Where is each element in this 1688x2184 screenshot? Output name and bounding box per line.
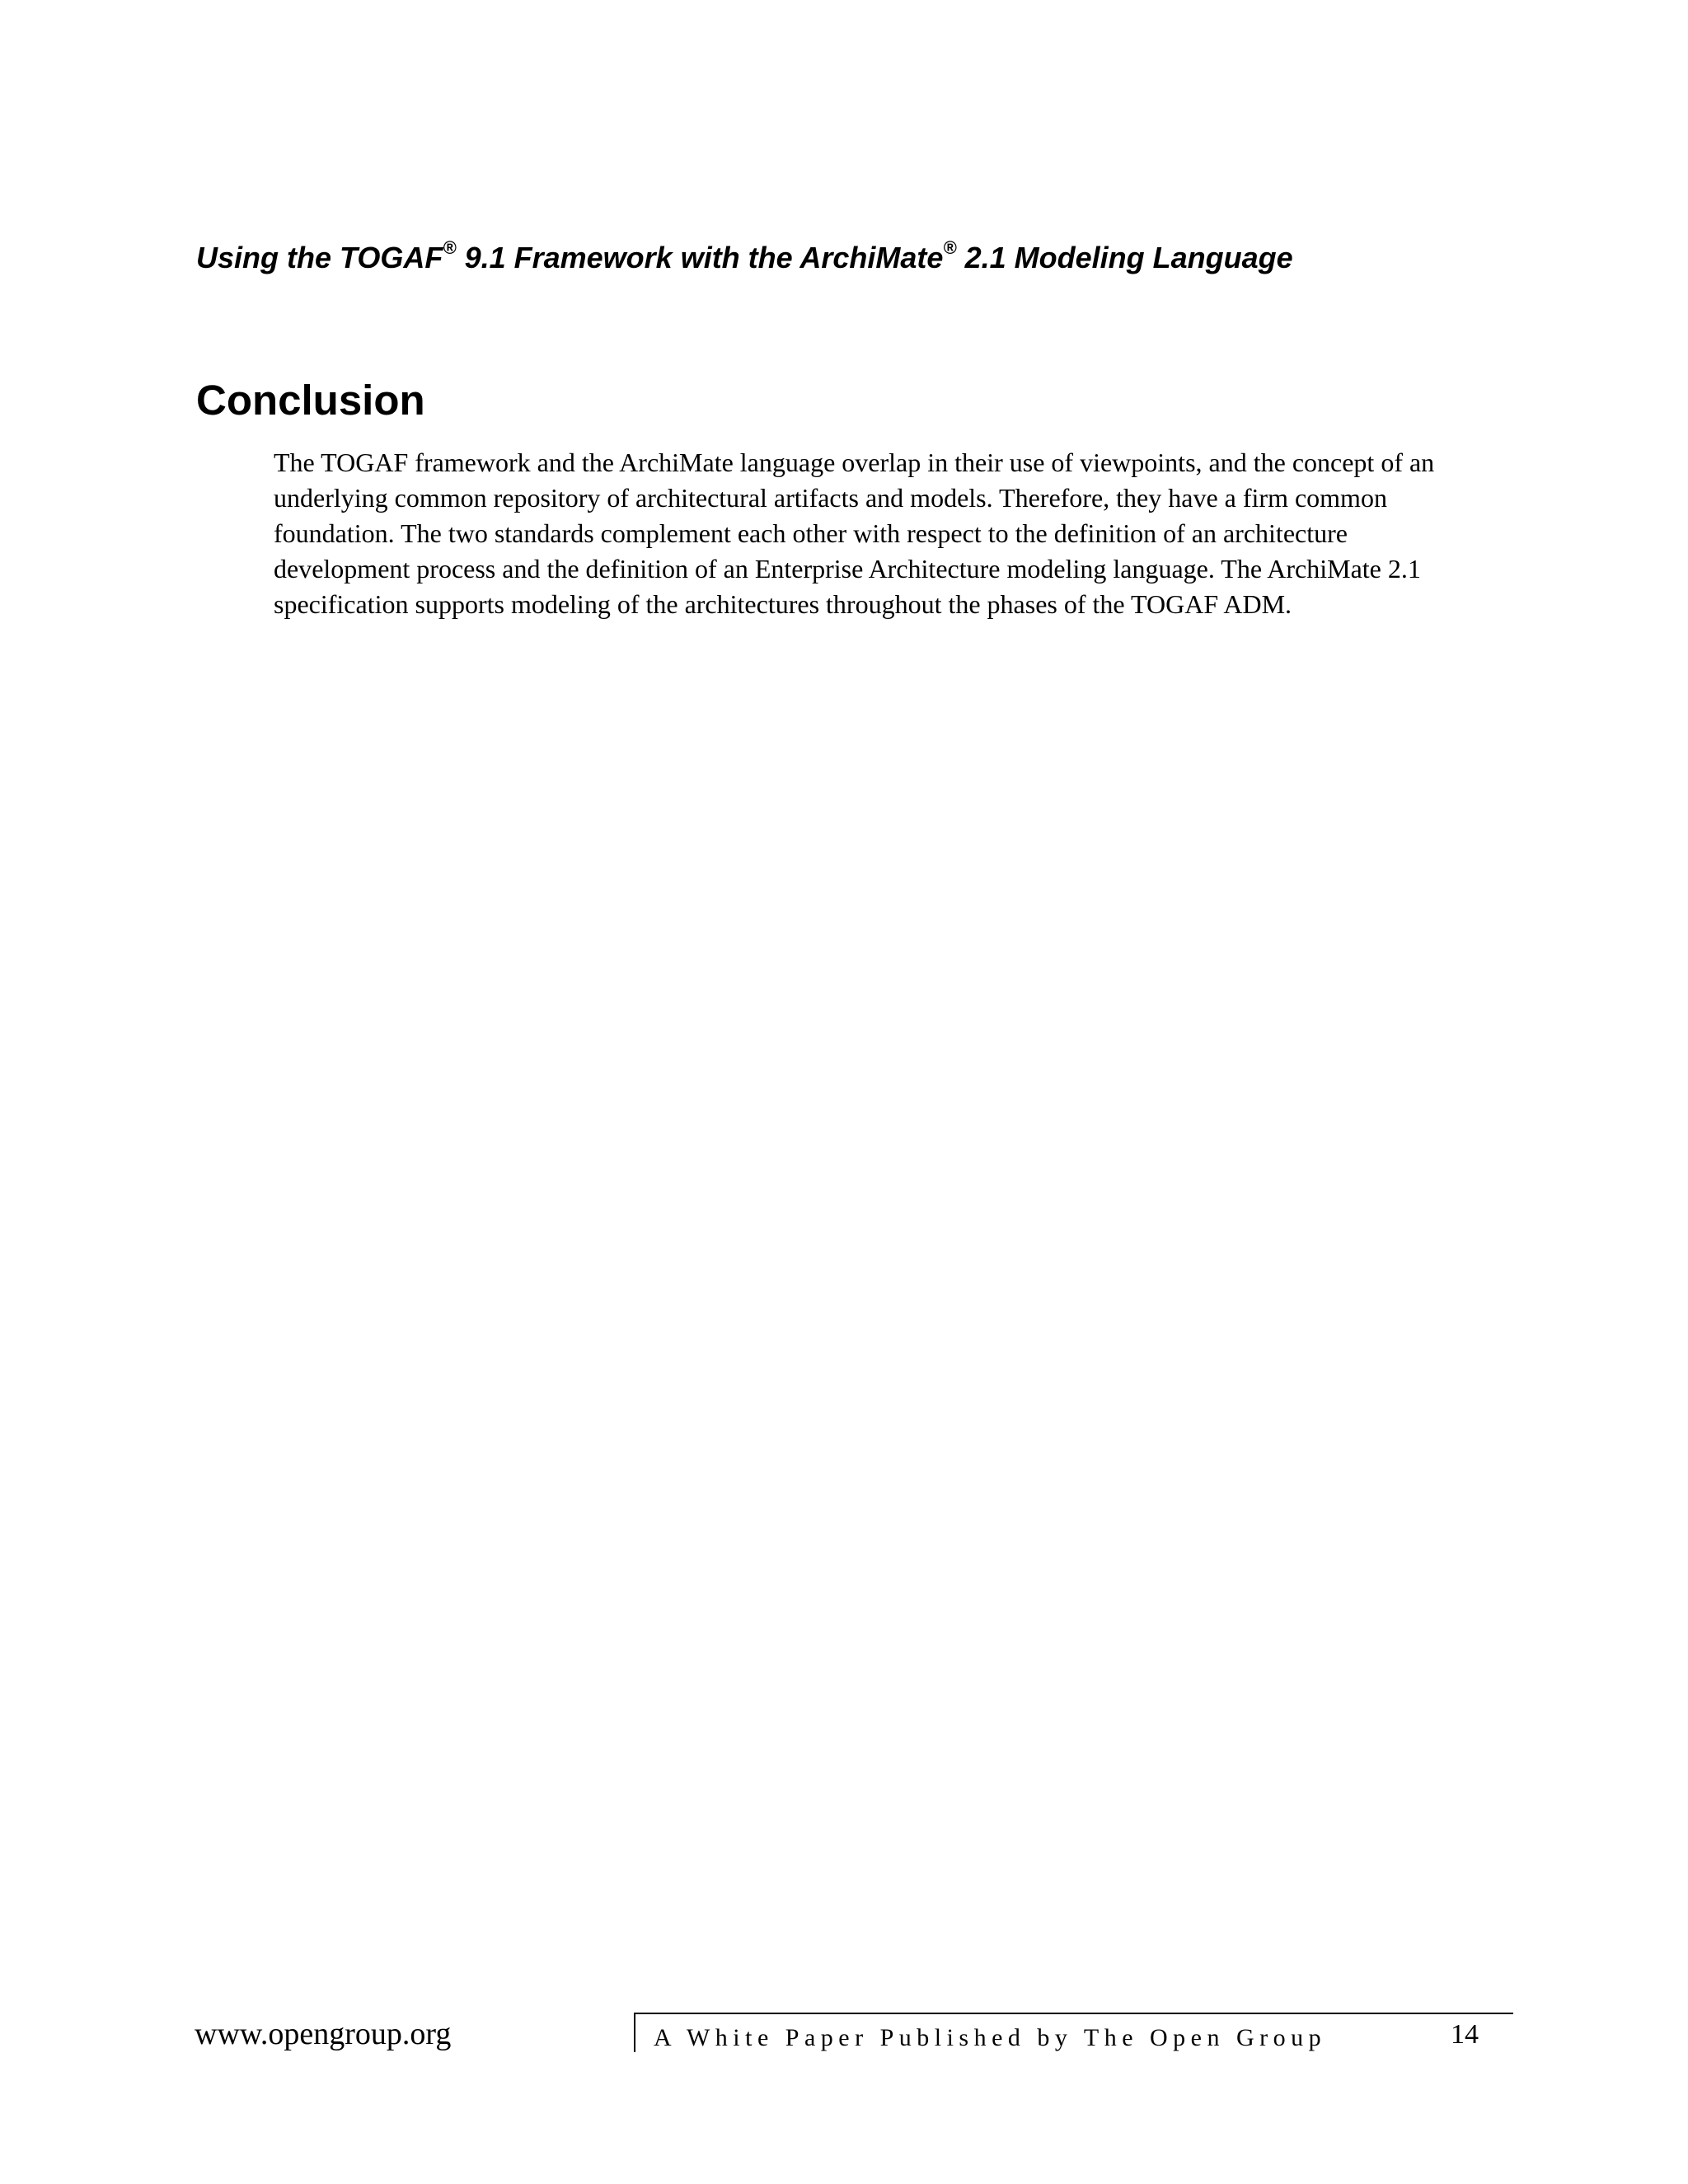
registered-mark: ® xyxy=(443,237,457,258)
running-header-part2: 9.1 Framework with the ArchiMate xyxy=(456,241,944,274)
conclusion-paragraph: The TOGAF framework and the ArchiMate language overlap in their use of viewpoints, and the concept of an underlying common repository of architectural artifacts and models. Therefore, they have a firm common foundation. The two standards complement each other with respect to the definition of an architecture development process and the definition of an Enterprise Architecture modeling language. The ArchiMate 2.1 specification supports modeling of the architectures throughout the phases of the TOGAF ADM. xyxy=(274,448,1435,619)
footer-publisher-line: A White Paper Published by The Open Group xyxy=(654,2024,1327,2051)
registered-mark: ® xyxy=(943,237,957,258)
running-header-part3: 2.1 Modeling Language xyxy=(956,241,1293,274)
footer-rule-vertical xyxy=(634,2013,635,2052)
footer-website-url: www.opengroup.org xyxy=(195,2017,452,2051)
footer-rule-horizontal xyxy=(634,2013,1513,2014)
page-number: 14 xyxy=(1451,2019,1479,2050)
running-header-title xyxy=(196,237,1293,275)
running-header-part1: Using the TOGAF xyxy=(196,241,443,274)
section-heading: Conclusion xyxy=(196,377,425,424)
